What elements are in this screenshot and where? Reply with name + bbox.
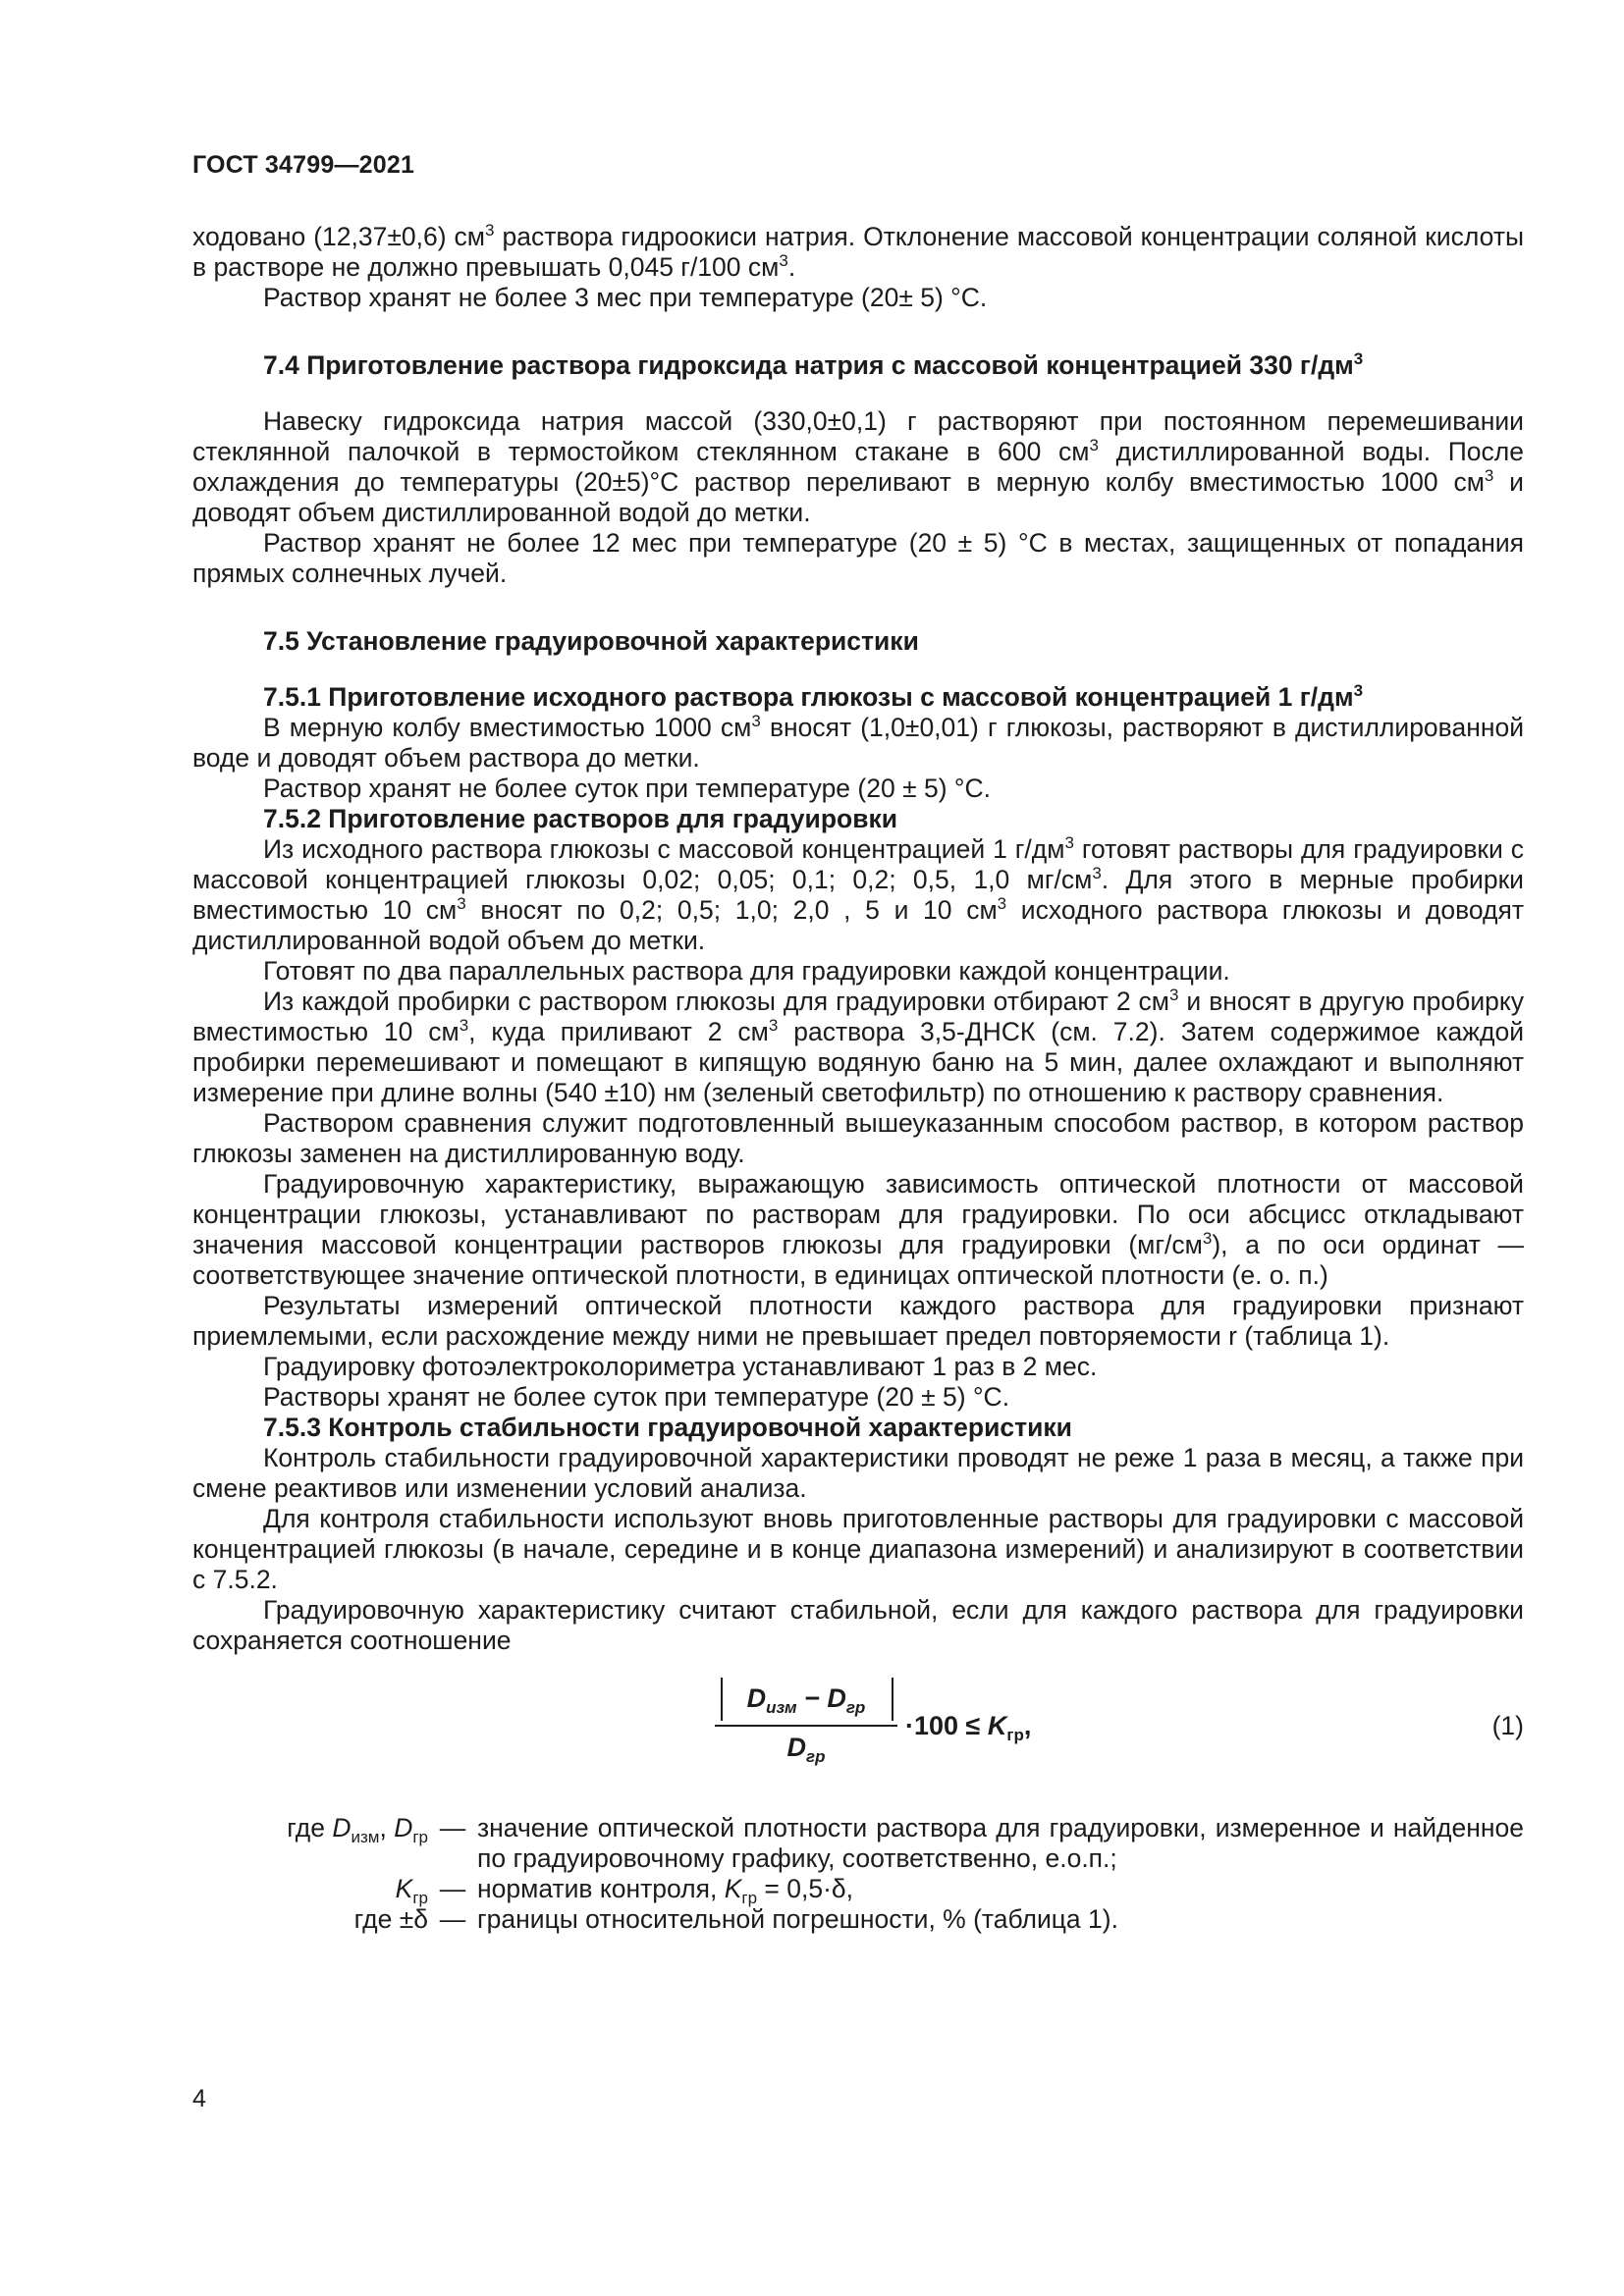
formula-rhs: $\cdot 100 \le K_{гр}$,	[905, 1711, 1032, 1744]
paragraph: В мерную колбу вместимостью 1000 $см^3$ вносят (1,0±0,01) г глюкозы, растворяют в дистиллированной воде и доводят объем раствора до метки.	[192, 712, 1525, 773]
section-heading-7-5-2: 7.5.2 Приготовление растворов для градуировки	[263, 804, 898, 833]
definition-term: $K_{гр}$	[395, 1874, 428, 1907]
definition-text: норматив контроля, $K_{гр} = 0,5\cdot\delta$,	[477, 1874, 854, 1907]
definition-row	[192, 1874, 1524, 1907]
paragraph: Раствор хранят не более суток при температуре (20 ± 5) °С.	[263, 774, 992, 803]
definition-dash: —	[439, 1904, 466, 1934]
formula-numerator: $D_{изм} - D_{гр}$	[746, 1683, 866, 1717]
paragraph: Для контроля стабильности используют вновь приготовленные растворы для градуировки с массовой концентрацией глюкозы (в начале, середине и в конце диапазона измерений) и анализируют в соответствии с 7.5.2.	[192, 1504, 1524, 1594]
page-number: 4	[192, 2085, 206, 2112]
definitions-list	[192, 1813, 1524, 1935]
paragraph: Контроль стабильности градуировочной характеристики проводят не реже 1 раза в месяц, а также при смене реактивов или изменении условий анализа.	[192, 1443, 1524, 1503]
document-code: ГОСТ 34799—2021	[192, 151, 415, 179]
paragraph: Раствор хранят не более 3 мес при температуре (20± 5) °С.	[263, 283, 988, 312]
paragraph: Готовят по два параллельных раствора для градуировки каждой концентрации.	[263, 956, 1230, 986]
definition-row	[192, 1904, 1524, 1935]
section-heading-7-4: 7.4 Приготовление раствора гидроксида натрия с массовой концентрацией 330 $г/дм^3$	[263, 349, 1364, 380]
formula-number: (1)	[1491, 1711, 1524, 1740]
section-heading-7-5: 7.5 Установление градуировочной характеристики	[263, 626, 919, 656]
definition-term: где ±δ	[353, 1904, 428, 1934]
definition-dash: —	[439, 1813, 466, 1842]
definition-text: значение оптической плотности раствора для градуировки, измеренное и найденное по градуировочному графику, соответственно, е.о.п.;	[477, 1813, 1524, 1873]
paragraph: Из исходного раствора глюкозы с массовой концентрацией 1 $г/дм^3$ готовят растворы для градуировки с массовой концентрацией глюкозы 0,02; 0,05; 0,1; 0,2; 0,5, 1,0 $мг/см^3$. Для этого в мерные пробирки вместимостью 10 $см^3$ вносят по 0,2; 0,5; 1,0; 2,0 , 5 и 10 $см^3$ исходного раствора глюкозы и доводят дистиллированной водой объем до метки.	[192, 833, 1525, 955]
paragraph: Раствором сравнения служит подготовленный вышеуказанным способом раствор, в котором раствор глюкозы заменен на дистиллированную воду.	[192, 1108, 1524, 1168]
formula-denominator: $D_{гр}$	[786, 1733, 826, 1766]
formula-1	[192, 1678, 1524, 1795]
paragraph: Градуировку фотоэлектроколориметра устанавливают 1 раз в 2 мес.	[263, 1352, 1098, 1381]
paragraph: Результаты измерений оптической плотности каждого раствора для градуировки признают приемлемыми, если расхождение между ними не превышает предел повторяемости r (таблица 1).	[192, 1291, 1524, 1351]
definition-row	[192, 1813, 1524, 1874]
fraction-bar	[715, 1725, 897, 1727]
definition-dash: —	[439, 1874, 466, 1903]
definition-term: где $D_{изм}$, $D_{гр}$	[287, 1813, 428, 1846]
paragraph: Раствор хранят не более 12 мес при температуре (20 ± 5) °С в местах, защищенных от попадания прямых солнечных лучей.	[192, 528, 1524, 588]
paragraph: ходовано (12,37±0,6) $см^3$ раствора гидроокиси натрия. Отклонение массовой концентрации соляной кислоты в растворе не должно превышать 0,045 г/100 $см^3$.	[192, 221, 1524, 282]
paragraph: Растворы хранят не более суток при температуре (20 ± 5) °С.	[263, 1382, 1010, 1412]
section-heading-7-5-1: 7.5.1 Приготовление исходного раствора глюкозы с массовой концентрацией 1 $г/дм^3$	[263, 681, 1364, 712]
definition-text: границы относительной погрешности, % (таблица 1).	[477, 1904, 1118, 1934]
section-heading-7-5-3: 7.5.3 Контроль стабильности градуировочной характеристики	[263, 1413, 1072, 1442]
paragraph: Градуировочную характеристику считают стабильной, если для каждого раствора для градуировки сохраняется соотношение	[192, 1595, 1524, 1655]
paragraph: Градуировочную характеристику, выражающую зависимость оптической плотности от массовой концентрации глюкозы, устанавливают по растворам для градуировки. По оси абсцисс откладывают значения массовой концентрации растворов глюкозы для градуировки $(мг/см^3)$, а по оси ординат — соответствующее значение оптической плотности, в единицах оптической плотности (е. о. п.)	[192, 1169, 1524, 1290]
page-content	[192, 222, 1524, 1935]
paragraph: Из каждой пробирки с раствором глюкозы для градуировки отбирают 2 $см^3$ и вносят в другую пробирку вместимостью 10 $см^3$, куда приливают 2 $см^3$ раствора 3,5-ДНСК (см. 7.2). Затем содержимое каждой пробирки перемешивают и помещают в кипящую водяную баню на 5 мин, далее охлаждают и выполняют измерение при длине волны (540 ±10) нм (зеленый светофильтр) по отношению к раствору сравнения.	[192, 986, 1524, 1107]
paragraph: Навеску гидроксида натрия массой (330,0±0,1) г растворяют при постоянном перемешивании стеклянной палочкой в термостойком стеклянном стакане в 600 $см^3$ дистиллированной воды. После охлаждения до температуры (20±5)°С раствор переливают в мерную колбу вместимостью 1000 $см^3$ и доводят объем дистиллированной водой до метки.	[192, 406, 1524, 527]
